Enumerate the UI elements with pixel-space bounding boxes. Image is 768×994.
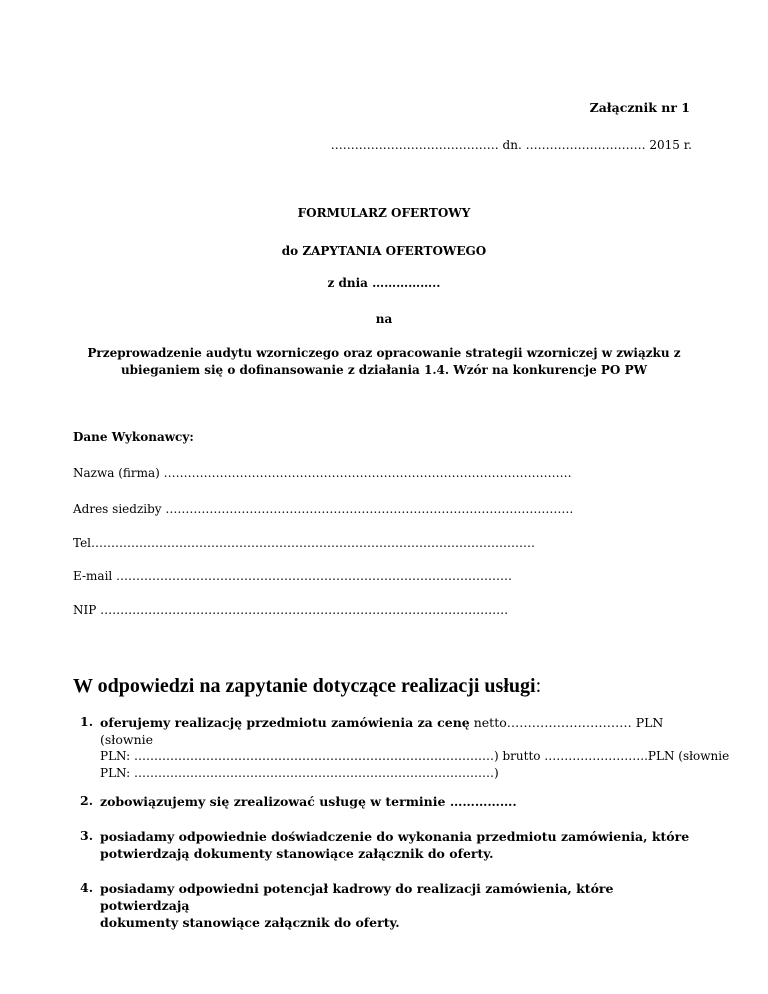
price-words-line: PLN: ………………………………………………………………………………) brutto ……………………..PLN (słownie: [100, 749, 730, 763]
staff-text-1: posiadamy odpowiedni potencjał kadrowy do realizacji zamówienia, które potwierdzają: [100, 881, 614, 913]
subject-line-1: Przeprowadzenie audytu wzorniczego oraz opracowanie strategii wzorniczej w związku z: [87, 346, 681, 360]
nip-field: NIP …………………………………………………………………………………………: [73, 603, 509, 617]
inquiry-date: z dnia ……………..: [327, 276, 441, 290]
staff-text-2: dokumenty stanowiące załącznik do oferty.: [100, 915, 400, 930]
price-offer-text: oferujemy realizację przedmiotu zamówienia za cenę: [100, 715, 470, 730]
list-item: [80, 793, 690, 810]
address-field: Adres siedziby …………………………………………………………………………………………: [73, 502, 574, 516]
deadline-text: zobowiązujemy się zrealizować usługę w terminie …………….: [100, 794, 517, 809]
gross-words-line: PLN: ………………………………………………………………………………): [100, 766, 499, 780]
response-heading-colon: :: [535, 675, 542, 697]
list-number: 1.: [80, 714, 94, 729]
offer-list: [80, 714, 730, 782]
list-item: [80, 880, 690, 931]
email-field: E-mail ………………………………………………………………………………………: [73, 569, 513, 583]
list-number: 3.: [80, 828, 94, 843]
experience-text-1: posiadamy odpowiednie doświadczenie do wykonania przedmiotu zamówienia, które: [100, 829, 690, 844]
phone-field: Tel…………………………………………………………………………………………………: [73, 536, 536, 550]
date-line: …………………………………… dn. ………………………… 2015 r.: [330, 138, 692, 152]
on-label: na: [375, 312, 393, 326]
experience-text-2: potwierdzają dokumenty stanowiące załącznik do oferty.: [100, 846, 494, 861]
response-heading: [73, 675, 541, 698]
attachment-label: Załącznik nr 1: [589, 100, 690, 115]
list-item: [80, 828, 690, 862]
offer-list-2: [80, 793, 690, 810]
net-price-field: netto………………………… PLN (słownie: [100, 715, 664, 747]
subject-line-2: ubieganiem się o dofinansowanie z działania 1.4. Wzór na konkurencje PO PW: [120, 363, 648, 377]
offer-list-4: [80, 880, 690, 931]
company-name-field: Nazwa (firma) …………………………………………………………………………………………: [73, 466, 572, 480]
offer-list-3: [80, 828, 690, 862]
form-subtitle: do ZAPYTANIA OFERTOWEGO: [281, 244, 487, 258]
list-item: [80, 714, 730, 782]
list-number: 4.: [80, 880, 94, 895]
form-title: FORMULARZ OFERTOWY: [297, 206, 471, 220]
list-number: 2.: [80, 793, 94, 808]
contractor-heading: Dane Wykonawcy:: [73, 430, 194, 444]
response-heading-text: W odpowiedzi na zapytanie dotyczące realizacji usługi: [73, 675, 536, 697]
